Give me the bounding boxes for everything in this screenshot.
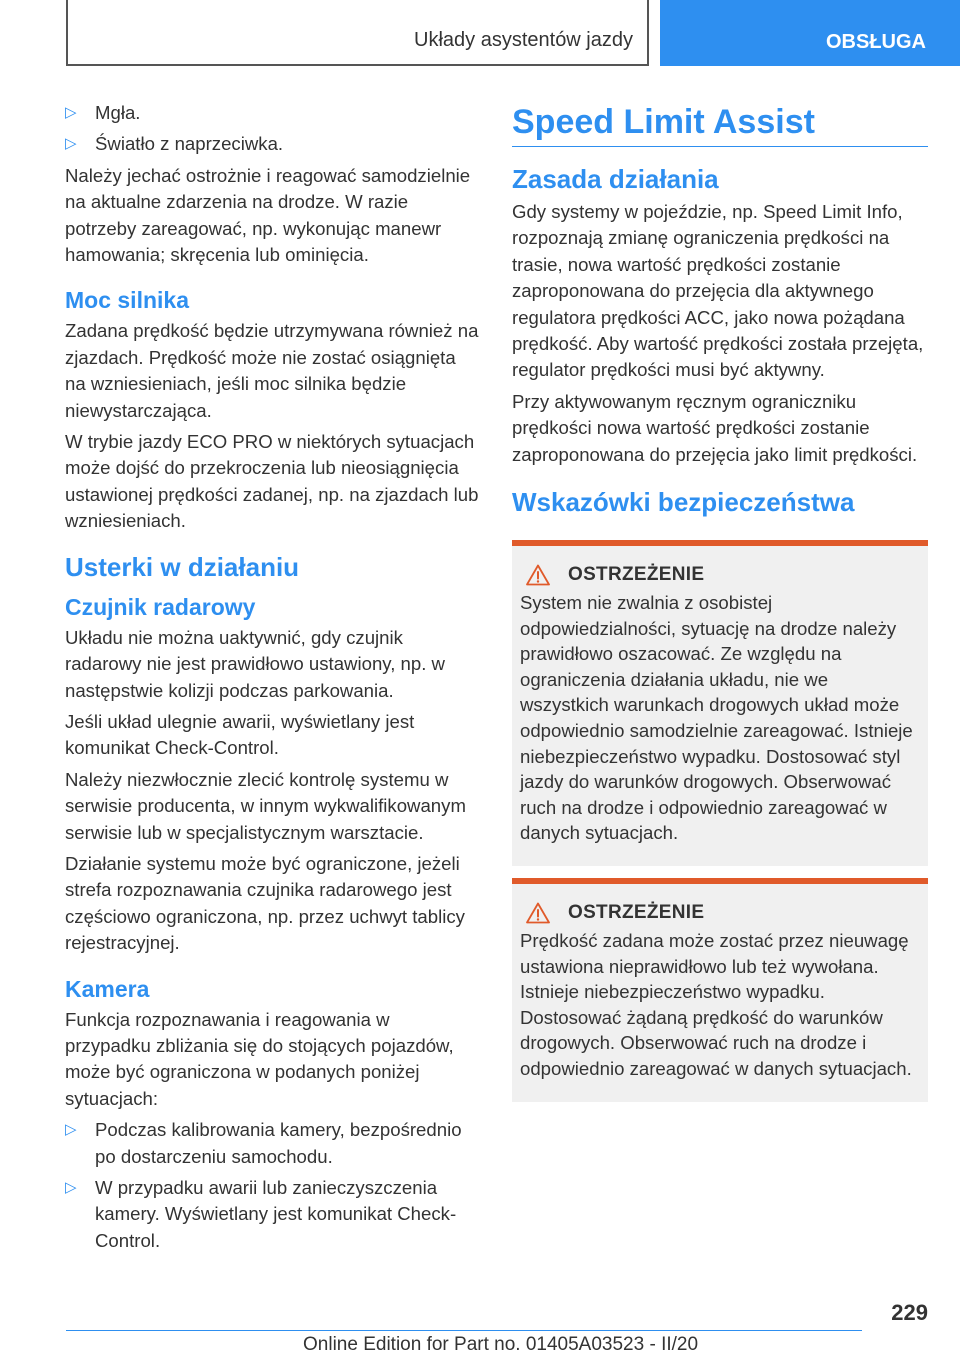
paragraph: W trybie jazdy ECO PRO w niektórych sytuacjach może dojść do przekroczenia lub nieosiągnięcia ustawionej prędkości zadanej, np. na zjazdach lub wzniesieniach.: [65, 431, 479, 532]
triangle-bullet-icon: ▷: [65, 135, 77, 153]
heading-czujnik-radarowy: Czujnik radarowy: [65, 593, 256, 620]
list-item-text: W przypadku awarii lub zanieczyszczenia kamery. Wyświetlany jest komunikat Check-Control.: [95, 1177, 457, 1251]
page-title: Speed Limit Assist: [512, 100, 928, 147]
paragraph: Przy aktywowanym ręcznym ograniczniku prędkości nowa wartość prędkości zostanie zaproponowana do przejęcia jako limit prędkości.: [512, 390, 918, 465]
list-item: [65, 1175, 479, 1254]
paragraph: Działanie systemu może być ograniczone, jeżeli strefa rozpoznawania czujnika radarowego jest częściowo ograniczona, np. przez uchwyt tablicy rejestracyjnej.: [65, 852, 465, 954]
heading-usterki: Usterki w działaniu: [65, 551, 300, 582]
list-item: [65, 100, 479, 126]
list-item-text: Podczas kalibrowania kamery, bezpośrednio po dostarczeniu samochodu.: [95, 1119, 462, 1167]
paragraph: Układu nie można uaktywnić, gdy czujnik radarowy nie jest prawidłowo ustawiony, np. w następstwie kolizji podczas parkowania.: [65, 626, 445, 701]
paragraph: Zadana prędkość będzie utrzymywana również na zjazdach. Prędkość może nie zostać osiągnięta na wzniesieniach, jeśli moc silnika będzie niewystarczająca.: [65, 320, 479, 421]
header-chapter-tab: [660, 0, 960, 66]
header-section-title: [66, 0, 649, 66]
warning-text: System nie zwalnia z osobistej odpowiedzialności, sytuację na drodze należy prawidłowo oszacować. Ze względu na ograniczenia działania układu, nie we wszystkich warunkach drogowych układ może odpowiednio samodzielnie zareagować. Istnieje niebezpieczeństwo wypadku. Dostosować styl jazdy do warunków drogowych. Obserwować ruch na drodze i odpowiednio zareagować w danych sytuacjach.: [520, 592, 913, 844]
list-item: [65, 1117, 479, 1170]
list-item-text: Mgła.: [95, 102, 141, 123]
page-number: 229: [891, 1300, 928, 1325]
warning-title: OSTRZEŻENIE: [568, 564, 705, 586]
warning-header: [526, 564, 920, 586]
list-item: [65, 131, 479, 157]
warning-triangle-icon: [526, 564, 550, 586]
warning-box: [512, 540, 928, 866]
chapter-title: OBSŁUGA: [826, 31, 926, 53]
left-column: [65, 100, 479, 1259]
paragraph: Jeśli układ ulegnie awarii, wyświetlany jest komunikat Check-Control.: [65, 710, 415, 759]
paragraph: Należy niezwłocznie zlecić kontrolę systemu w serwisie producenta, w innym wykwalifikowanym serwisie lub w specjalistycznym warsztacie.: [65, 768, 466, 843]
right-column: [512, 100, 928, 1102]
warning-header: [526, 902, 920, 924]
paragraph: Funkcja rozpoznawania i reagowania w przypadku zbliżania się do stojących pojazdów, może być ograniczona w podanych poniżej sytuacjach:: [65, 1008, 454, 1109]
triangle-bullet-icon: ▷: [65, 1179, 77, 1196]
triangle-bullet-icon: ▷: [65, 104, 77, 121]
paragraph: Należy jechać ostrożnie i reagować samodzielnie na aktualne zdarzenia na drodze. W razie potrzeby zareagować, np. wykonując manewr hamowania; skręcenia lub ominięcia.: [65, 164, 471, 266]
triangle-bullet-icon: ▷: [65, 1121, 77, 1139]
heading-zasada-dzialania: Zasada działania: [512, 164, 719, 194]
footer-divider: [66, 1330, 862, 1331]
warning-box: [512, 878, 928, 1102]
heading-moc-silnika: Moc silnika: [65, 287, 189, 314]
warning-triangle-icon: [526, 902, 550, 924]
footer-edition: Online Edition for Part no. 01405A03523 - II/20: [303, 1334, 699, 1355]
warning-text: Prędkość zadana może zostać przez nieuwagę ustawiona nieprawidłowo lub też wywołana. Istnieje niebezpieczeństwo wypadku. Dostosować żądaną prędkość do warunków drogowych. Obserwować ruch na drodze i odpowiednio zareagować w danych sytuacjach.: [520, 930, 912, 1079]
heading-wskazowki: Wskazówki bezpieczeństwa: [512, 487, 855, 518]
list-item-text: Światło z naprzeciwka.: [95, 133, 284, 155]
warning-title: OSTRZEŻENIE: [568, 902, 705, 923]
section-title: Układy asystentów jazdy: [414, 29, 633, 51]
heading-kamera: Kamera: [65, 975, 150, 1002]
paragraph: Gdy systemy w pojeździe, np. Speed Limit Info, rozpoznają zmianę ograniczenia prędkości na trasie, nowa wartość prędkości zostanie zaproponowana do przejęcia dla aktywnego regulatora prędkości ACC, jako nowa pożądana prędkość. Aby wartość prędkości została przejęta, regulator prędkości musi być aktywny.: [512, 201, 924, 381]
